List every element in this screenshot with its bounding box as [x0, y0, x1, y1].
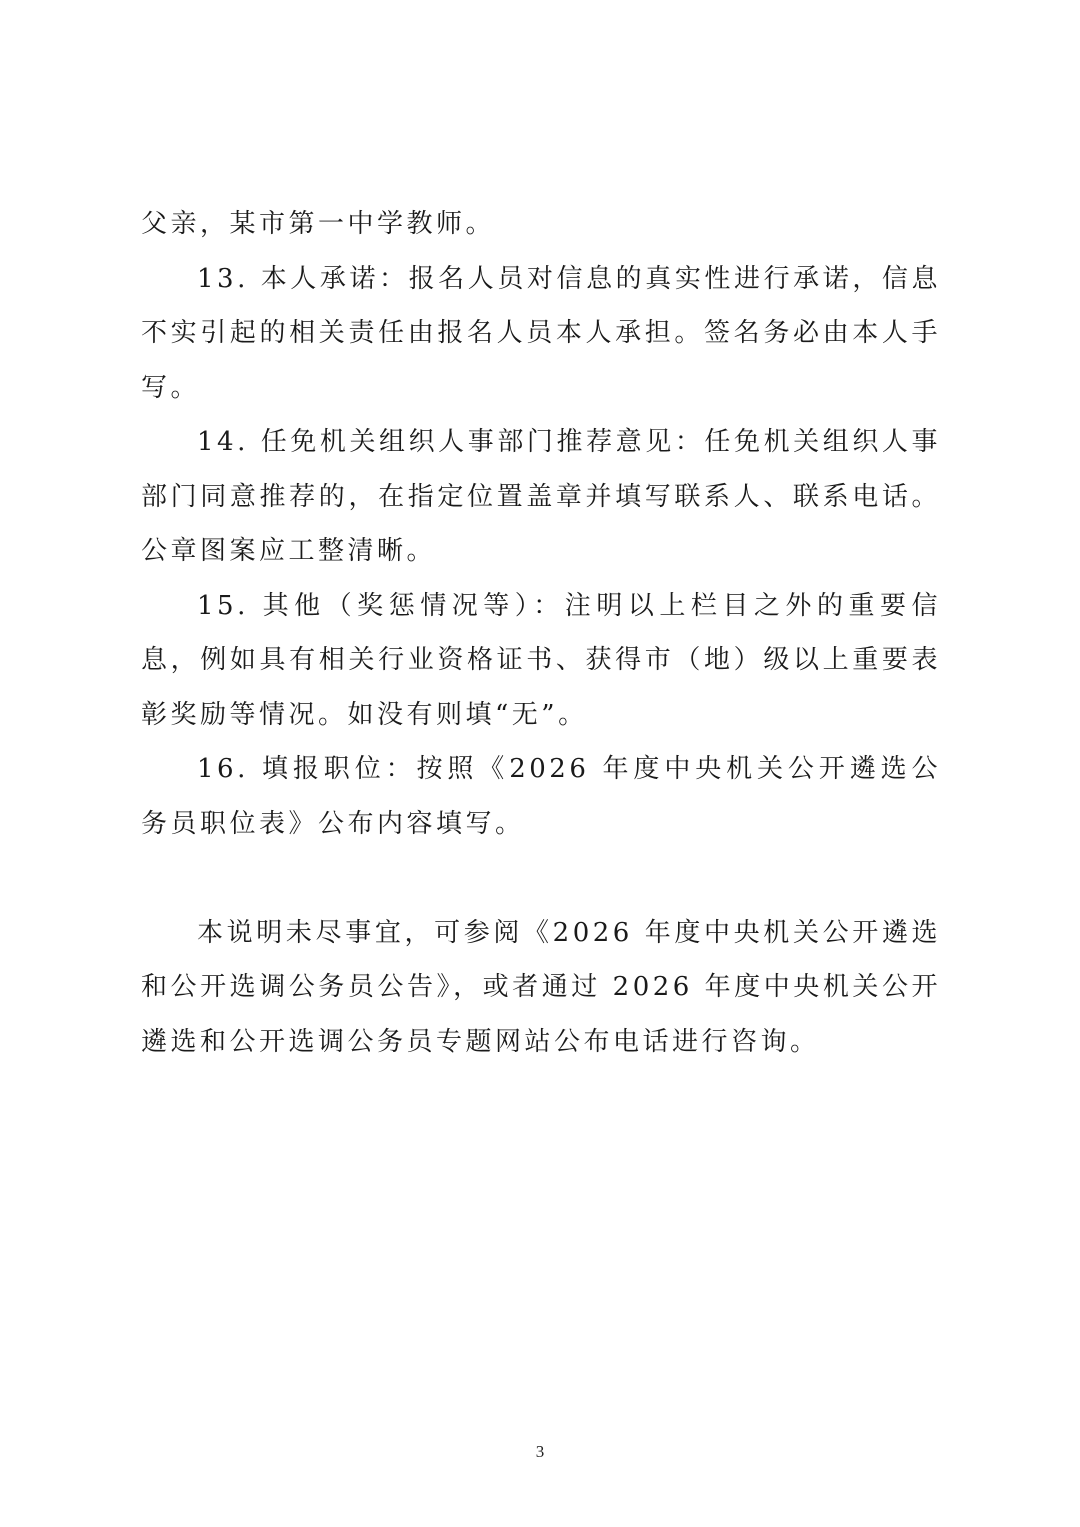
closing-note: 本说明未尽事宜，可参阅《2026 年度中央机关公开遴选和公开选调公务员公告》，或者通过 2026 年度中央机关公开遴选和公开选调公务员专题网站公布电话进行咨询。 — [141, 917, 941, 1057]
document-body — [141, 197, 941, 1069]
paragraph-continuation: 父亲，某市第一中学教师。 — [141, 209, 496, 239]
paragraph-item-16: 16. 填报职位：按照《2026 年度中央机关公开遴选公务员职位表》公布内容填写。 — [141, 754, 941, 839]
page-number: 3 — [535, 1442, 545, 1461]
paragraph-gap — [141, 851, 941, 906]
paragraph-item-14: 14. 任免机关组织人事部门推荐意见：任免机关组织人事部门同意推荐的，在指定位置盖章并填写联系人、联系电话。公章图案应工整清晰。 — [141, 427, 941, 566]
paragraph-item-13: 13. 本人承诺：报名人员对信息的真实性进行承诺，信息不实引起的相关责任由报名人员本人承担。签名务必由本人手写。 — [141, 263, 941, 403]
paragraph-item-15: 15. 其他（奖惩情况等）：注明以上栏目之外的重要信息，例如具有相关行业资格证书、获得市（地）级以上重要表彰奖励等情况。如没有则填“无”。 — [141, 590, 941, 730]
